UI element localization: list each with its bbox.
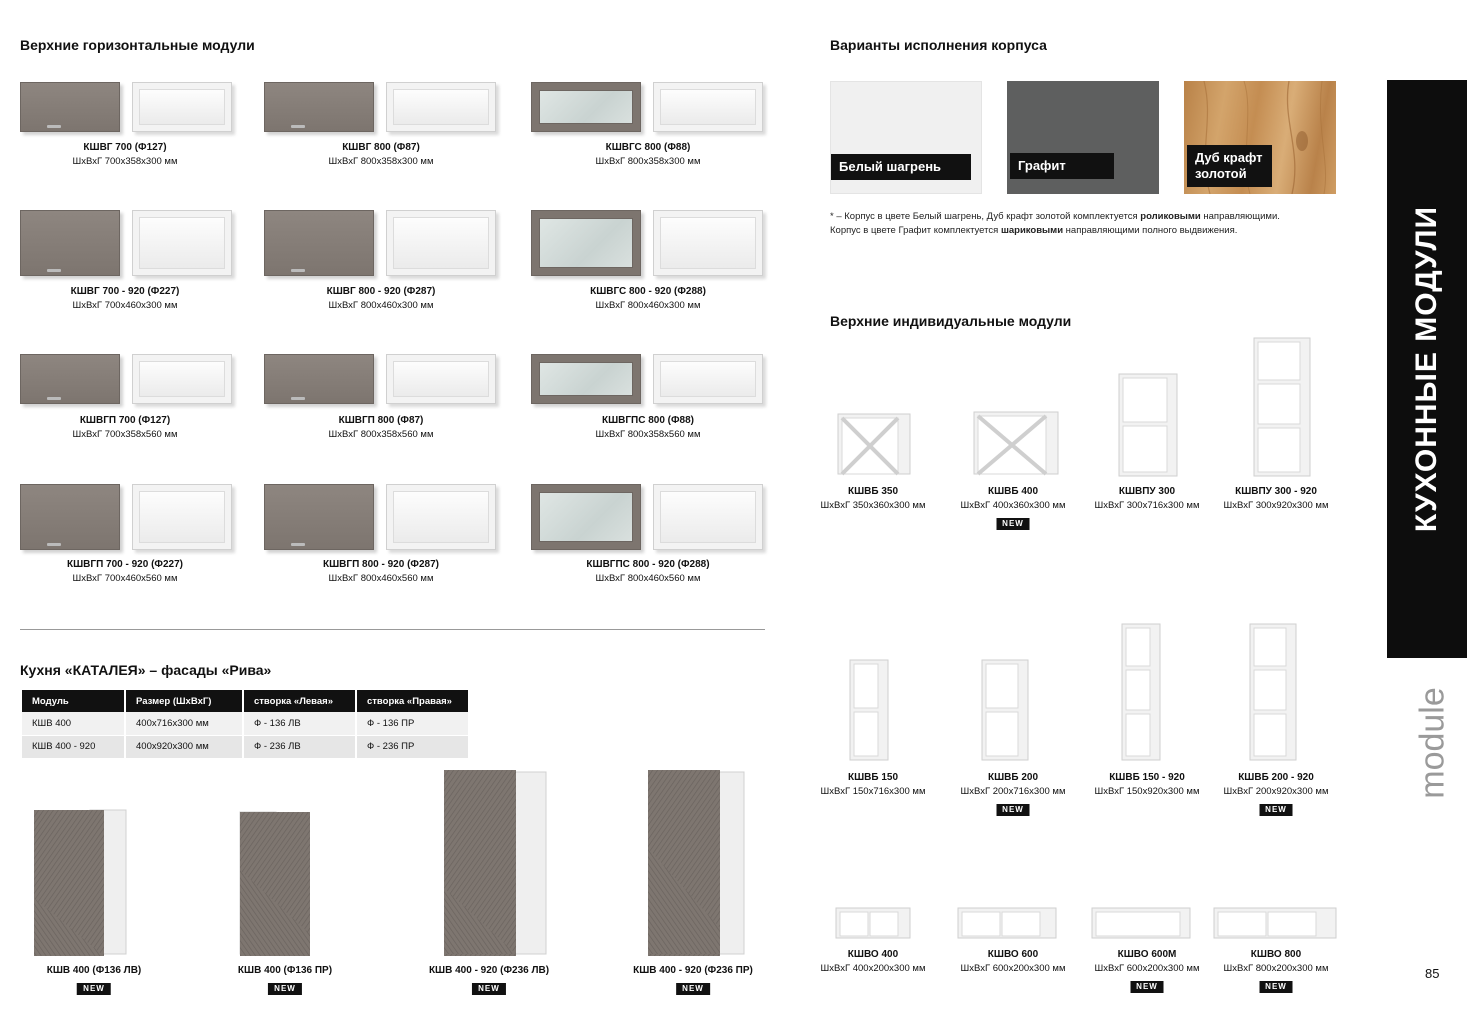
section-title-individual: Верхние индивидуальные модули <box>830 313 1072 329</box>
product-dimensions: ШхВхГ 400х200х300 мм <box>820 963 926 974</box>
product-name: КШВБ 200 <box>987 772 1039 783</box>
product-caption <box>71 285 180 313</box>
handle-icon <box>291 269 305 272</box>
carcass <box>653 354 763 404</box>
handle-icon <box>47 269 61 272</box>
swatch-label: Дуб крафт золотой <box>1187 145 1272 187</box>
product-name: КШВГПС 800 (Ф88) <box>601 415 695 426</box>
product-caption <box>1224 771 1329 817</box>
product-caption <box>73 414 178 442</box>
carcass-inner <box>139 89 225 125</box>
new-badge: NEW <box>996 518 1030 530</box>
variants-note <box>830 210 1280 238</box>
table-cell: 400х716х300 мм <box>125 712 243 735</box>
product-caption <box>47 964 142 996</box>
product-dimensions: ШхВхГ 150х920х300 мм <box>1094 786 1200 797</box>
facade <box>20 354 120 404</box>
product-name: КШВГПС 800 - 920 (Ф288) <box>586 559 710 570</box>
module-label: module <box>1413 687 1452 799</box>
open-shelf-300-920-image <box>1252 336 1312 478</box>
product-name: КШВ 400 - 920 (Ф236 ЛВ) <box>428 965 550 976</box>
wine-rack-400-image <box>972 410 1060 476</box>
table-header: Размер (ШхВхГ) <box>125 690 243 712</box>
product-caption <box>327 285 436 313</box>
product-dimensions: ШхВхГ 800х358х560 мм <box>328 429 434 440</box>
product-dimensions: ШхВхГ 800х358х300 мм <box>328 156 434 167</box>
product-caption <box>633 964 753 996</box>
handle-icon <box>291 125 305 128</box>
product-name: КШВПУ 300 - 920 <box>1235 486 1317 497</box>
product-caption <box>590 285 706 313</box>
product-caption <box>596 414 701 442</box>
new-badge: NEW <box>77 983 111 995</box>
product-caption <box>1095 771 1200 799</box>
swatch-label: Графит <box>1010 153 1114 179</box>
horizontal-module-image <box>531 484 771 550</box>
product-name: КШВБ 150 - 920 <box>1109 772 1185 783</box>
product-name: КШВ 400 (Ф136 ПР) <box>237 965 333 976</box>
product-dimensions: ШхВхГ 300х716х300 мм <box>1094 500 1200 511</box>
product-caption <box>821 948 926 976</box>
table-cell: КШВ 400 <box>22 712 125 735</box>
new-badge: NEW <box>268 983 302 995</box>
product-caption <box>323 558 439 586</box>
product-name: КШВГ 800 - 920 (Ф287) <box>326 286 436 297</box>
product-name: КШВБ 150 <box>847 772 899 783</box>
glass-facade <box>531 210 641 276</box>
swatch-white <box>830 81 982 194</box>
bottle-200-920-image <box>1248 622 1298 762</box>
product-dimensions: ШхВхГ 300х920х300 мм <box>1223 500 1329 511</box>
swatch-oak <box>1184 81 1336 194</box>
carcass-inner <box>393 89 489 125</box>
new-badge: NEW <box>472 983 506 995</box>
product-name: КШВПУ 300 <box>1118 486 1176 497</box>
product-caption <box>821 485 926 513</box>
horizontal-module-image <box>531 210 771 276</box>
product-dimensions: ШхВхГ 800х460х300 мм <box>328 300 434 311</box>
facade <box>20 210 120 276</box>
cabinet-riva-tall-left-image <box>440 768 550 956</box>
glass-pane <box>539 90 633 124</box>
carcass <box>653 210 763 276</box>
glass-pane <box>539 218 633 268</box>
carcass <box>132 354 232 404</box>
note-line-2 <box>830 224 1280 238</box>
product-caption <box>329 141 434 169</box>
table-header: Модуль <box>22 690 125 712</box>
product-caption <box>329 414 434 442</box>
product-name: КШВГ 800 (Ф87) <box>342 142 420 153</box>
product-caption <box>73 141 178 169</box>
product-name: КШВГ 700 - 920 (Ф227) <box>70 286 180 297</box>
section-title-horizontal: Верхние горизонтальные модули <box>20 37 255 53</box>
facade <box>20 484 120 550</box>
table-cell: Ф - 136 ПР <box>356 712 469 735</box>
carcass <box>386 354 496 404</box>
open-shelf-o400-image <box>834 906 912 940</box>
product-caption <box>1095 948 1200 994</box>
product-name: КШВГ 700 (Ф127) <box>83 142 167 153</box>
note-text: * – Корпус в цвете Белый шагрень, Дуб крафт золотой комплектуется <box>830 211 1141 222</box>
product-name: КШВО 600 <box>987 949 1039 960</box>
product-dimensions: ШхВхГ 700х358х560 мм <box>72 429 178 440</box>
open-shelf-o600-image <box>956 906 1058 940</box>
product-name: КШВГП 700 (Ф127) <box>79 415 171 426</box>
cabinet-riva-left-image <box>30 808 130 956</box>
product-dimensions: ШхВхГ 600х200х300 мм <box>960 963 1066 974</box>
product-dimensions: ШхВхГ 800х358х300 мм <box>595 156 701 167</box>
product-name: КШВО 800 <box>1250 949 1302 960</box>
new-badge: NEW <box>676 983 710 995</box>
facade <box>264 82 374 132</box>
table-cell: Ф - 236 ПР <box>356 735 469 758</box>
note-text: направляющими полного выдвижения. <box>1063 225 1238 236</box>
product-caption <box>961 485 1066 531</box>
carcass <box>132 210 232 276</box>
facade <box>264 484 374 550</box>
horizontal-module-image <box>20 354 260 404</box>
horizontal-module-image <box>264 210 504 276</box>
bottle-150-920-image <box>1120 622 1162 762</box>
carcass <box>386 210 496 276</box>
product-dimensions: ШхВхГ 800х460х300 мм <box>595 300 701 311</box>
product-caption <box>67 558 183 586</box>
carcass-inner <box>393 491 489 543</box>
product-name: КШВБ 200 - 920 <box>1238 772 1314 783</box>
handle-icon <box>47 125 61 128</box>
product-dimensions: ШхВхГ 700х358х300 мм <box>72 156 178 167</box>
product-dimensions: ШхВхГ 200х920х300 мм <box>1223 786 1329 797</box>
table-row <box>22 712 469 735</box>
carcass-inner <box>660 89 756 125</box>
wine-rack-350-image <box>836 412 912 476</box>
product-caption <box>238 964 332 996</box>
glass-facade <box>531 82 641 132</box>
facade <box>264 354 374 404</box>
glass-facade <box>531 354 641 404</box>
swatch-label: Белый шагрень <box>831 154 971 180</box>
carcass-inner <box>139 491 225 543</box>
handle-icon <box>47 397 61 400</box>
product-dimensions: ШхВхГ 200х716х300 мм <box>960 786 1066 797</box>
product-caption <box>961 771 1066 817</box>
carcass <box>653 484 763 550</box>
carcass-inner <box>393 217 489 269</box>
product-caption <box>1224 485 1329 513</box>
handle-icon <box>291 397 305 400</box>
product-caption <box>596 141 701 169</box>
product-name: КШВО 600М <box>1117 949 1177 960</box>
product-caption <box>1224 948 1329 994</box>
spec-table <box>22 690 470 759</box>
new-badge: NEW <box>1259 804 1293 816</box>
facade <box>264 210 374 276</box>
note-text: Корпус в цвете Графит комплектуется <box>830 225 1001 236</box>
carcass-inner <box>660 361 756 397</box>
horizontal-module-image <box>20 82 260 132</box>
product-caption <box>429 964 549 996</box>
product-dimensions: ШхВхГ 400х360х300 мм <box>960 500 1066 511</box>
product-dimensions: ШхВхГ 800х200х300 мм <box>1223 963 1329 974</box>
section-tab-title: КУХОННЫЕ МОДУЛИ <box>1410 205 1443 533</box>
handle-icon <box>291 543 305 546</box>
cabinet-riva-right-image <box>236 810 336 956</box>
section-title-variants: Варианты исполнения корпуса <box>830 37 1047 53</box>
product-name: КШВБ 400 <box>987 486 1039 497</box>
carcass <box>132 484 232 550</box>
product-name: КШВО 400 <box>847 949 899 960</box>
table-cell: КШВ 400 - 920 <box>22 735 125 758</box>
product-name: КШВГП 800 - 920 (Ф287) <box>323 559 439 570</box>
new-badge: NEW <box>996 804 1030 816</box>
carcass-inner <box>139 217 225 269</box>
note-text: направляющими. <box>1200 211 1280 222</box>
product-name: КШВГС 800 - 920 (Ф288) <box>590 286 706 297</box>
new-badge: NEW <box>1259 981 1293 993</box>
product-caption <box>961 948 1066 976</box>
table-header: створка «Правая» <box>356 690 469 712</box>
table-cell: Ф - 136 ЛВ <box>243 712 356 735</box>
note-line-1 <box>830 210 1280 224</box>
product-dimensions: ШхВхГ 700х460х560 мм <box>72 573 178 584</box>
product-dimensions: ШхВхГ 150х716х300 мм <box>820 786 926 797</box>
new-badge: NEW <box>1130 981 1164 993</box>
note-bold: шариковыми <box>1000 225 1064 236</box>
product-name: КШВГС 800 (Ф88) <box>605 142 691 153</box>
carcass <box>653 82 763 132</box>
product-name: КШВ 400 (Ф136 ЛВ) <box>46 965 142 976</box>
carcass-inner <box>660 491 756 543</box>
page-number: 85 <box>1425 966 1440 981</box>
product-dimensions: ШхВхГ 600х200х300 мм <box>1094 963 1200 974</box>
product-name: КШВБ 350 <box>847 486 899 497</box>
cabinet-riva-tall-right-image <box>644 768 748 956</box>
product-dimensions: ШхВхГ 700х460х300 мм <box>72 300 178 311</box>
horizontal-module-image <box>264 82 504 132</box>
bottle-150-image <box>848 658 890 762</box>
carcass <box>132 82 232 132</box>
horizontal-module-image <box>20 210 260 276</box>
open-shelf-o800-image <box>1212 906 1338 940</box>
note-bold: роликовыми <box>1140 211 1201 222</box>
product-name: КШВГП 800 (Ф87) <box>338 415 424 426</box>
horizontal-module-image <box>264 354 504 404</box>
product-dimensions: ШхВхГ 800х460х560 мм <box>328 573 434 584</box>
open-shelf-o600m-image <box>1090 906 1192 940</box>
section-divider <box>20 629 765 630</box>
glass-pane <box>539 362 633 396</box>
product-name: КШВГП 700 - 920 (Ф227) <box>67 559 183 570</box>
carcass-inner <box>660 217 756 269</box>
product-caption <box>1095 485 1200 513</box>
carcass-inner <box>393 361 489 397</box>
bottle-200-image <box>980 658 1030 762</box>
horizontal-module-image <box>531 354 771 404</box>
horizontal-module-image <box>264 484 504 550</box>
product-dimensions: ШхВхГ 800х358х560 мм <box>595 429 701 440</box>
carcass <box>386 484 496 550</box>
carcass-inner <box>139 361 225 397</box>
product-caption <box>586 558 709 586</box>
swatch-graphite <box>1007 81 1159 194</box>
handle-icon <box>47 543 61 546</box>
carcass <box>386 82 496 132</box>
product-name: КШВ 400 - 920 (Ф236 ПР) <box>633 965 753 976</box>
facade <box>20 82 120 132</box>
product-caption <box>821 771 926 799</box>
section-title-kitchen: Кухня «КАТАЛЕЯ» – фасады «Рива» <box>20 662 272 678</box>
table-row <box>22 735 469 758</box>
product-dimensions: ШхВхГ 800х460х560 мм <box>595 573 701 584</box>
glass-facade <box>531 484 641 550</box>
table-header: створка «Левая» <box>243 690 356 712</box>
product-dimensions: ШхВхГ 350х360х300 мм <box>820 500 926 511</box>
table-cell: 400х920х300 мм <box>125 735 243 758</box>
open-shelf-300-image <box>1117 372 1179 478</box>
horizontal-module-image <box>20 484 260 550</box>
table-header-row <box>22 690 469 712</box>
glass-pane <box>539 492 633 542</box>
horizontal-module-image <box>531 82 771 132</box>
table-cell: Ф - 236 ЛВ <box>243 735 356 758</box>
